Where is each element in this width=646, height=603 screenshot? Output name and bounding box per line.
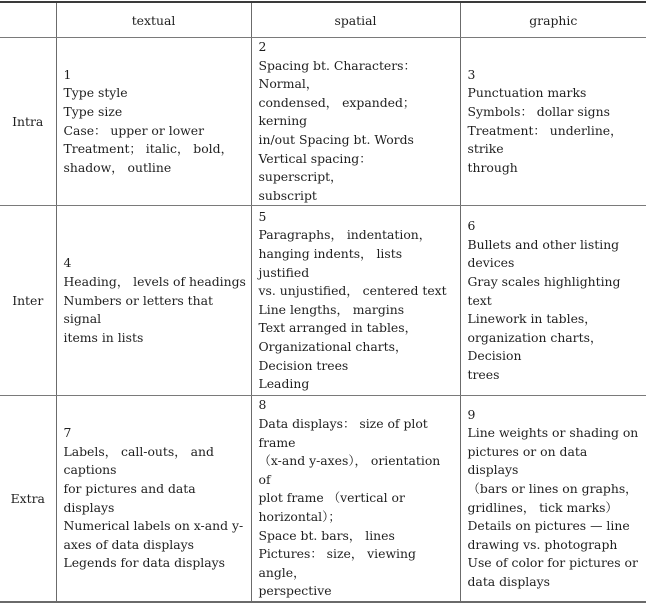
cell-line: Vertical spacing： superscript， <box>259 150 456 187</box>
header-spatial: spatial <box>251 2 460 38</box>
table-row-extra <box>0 396 646 602</box>
cell-content <box>252 208 460 394</box>
cell-content <box>461 406 646 592</box>
cell-number: 9 <box>468 406 643 425</box>
cell-line: Pictures： size， viewing angle， <box>259 545 456 582</box>
table-cell <box>251 38 460 206</box>
cell-line: Punctuation marks <box>468 84 643 103</box>
cell-line: perspective <box>259 582 456 601</box>
table-cell <box>56 396 251 602</box>
cell-line: Bullets and other listing <box>468 236 643 255</box>
cell-line: plot frame （vertical or <box>259 489 456 508</box>
table-cell <box>251 206 460 396</box>
cell-line: Numbers or letters that signal <box>64 292 247 329</box>
header-graphic: graphic <box>460 2 646 38</box>
cell-line: Organizational charts， <box>259 338 456 357</box>
cell-line: axes of data displays <box>64 536 247 555</box>
cell-number: 6 <box>468 217 643 236</box>
cell-line: for pictures and data displays <box>64 480 247 517</box>
cell-line: Decision trees <box>259 357 456 376</box>
cell-line: through <box>468 159 643 178</box>
cell-line: Text arranged in tables， <box>259 319 456 338</box>
cell-line: hanging indents， lists justified <box>259 245 456 282</box>
cell-line: Linework in tables， <box>468 310 643 329</box>
cell-line: trees <box>468 366 643 385</box>
cell-line: Data displays： size of plot frame <box>259 415 456 452</box>
cell-line: Heading， levels of headings <box>64 273 247 292</box>
cell-line: Use of color for pictures or <box>468 554 643 573</box>
cell-line: devices <box>468 254 643 273</box>
cell-content <box>57 424 251 573</box>
cell-line: Labels， call-outs， and captions <box>64 443 247 480</box>
cell-line: vs. unjustified， centered text <box>259 282 456 301</box>
cell-line: organization charts， Decision <box>468 329 643 366</box>
table-cell <box>460 206 646 396</box>
cell-number: 5 <box>259 208 456 227</box>
cell-content <box>252 38 460 205</box>
cell-line: （bars or lines on graphs， <box>468 480 643 499</box>
table-cell <box>460 396 646 602</box>
cell-line: Symbols： dollar signs <box>468 103 643 122</box>
row-label: Inter <box>0 206 56 396</box>
cell-line: gridlines， tick marks） <box>468 499 643 518</box>
cell-line: Leading <box>259 375 456 394</box>
table-row-inter <box>0 206 646 396</box>
cell-content <box>252 396 460 601</box>
cell-line: subscript <box>259 187 456 206</box>
cell-line: Treatment； italic， bold， <box>64 140 247 159</box>
cell-line: Case： upper or lower <box>64 122 247 141</box>
cell-content <box>461 66 646 178</box>
cell-content <box>57 254 251 347</box>
cell-number: 2 <box>259 38 456 57</box>
header-row <box>0 2 646 38</box>
cell-line: Space bt. bars， lines <box>259 527 456 546</box>
cell-line: Line lengths， margins <box>259 301 456 320</box>
cell-number: 8 <box>259 396 456 415</box>
table-cell <box>56 38 251 206</box>
cell-line: Legends for data displays <box>64 554 247 573</box>
cell-line: Spacing bt. Characters： Normal， <box>259 57 456 94</box>
cell-number: 3 <box>468 66 643 85</box>
cell-line: pictures or on data displays <box>468 443 643 480</box>
cell-line: Details on pictures — line <box>468 517 643 536</box>
cell-line: Line weights or shading on <box>468 424 643 443</box>
cell-line: Paragraphs， indentation， <box>259 226 456 245</box>
cell-content <box>57 66 251 178</box>
cell-line: drawing vs. photograph <box>468 536 643 555</box>
cell-number: 4 <box>64 254 247 273</box>
cell-line: （x-and y-axes）， orientation of <box>259 452 456 489</box>
row-label: Intra <box>0 38 56 206</box>
header-corner <box>0 2 56 38</box>
cell-line: Numerical labels on x-and y- <box>64 517 247 536</box>
cell-content <box>461 217 646 384</box>
table-cell <box>56 206 251 396</box>
cell-line: Type style <box>64 84 247 103</box>
cell-line: Type size <box>64 103 247 122</box>
cell-number: 1 <box>64 66 247 85</box>
cell-line: condensed， expanded； kerning <box>259 94 456 131</box>
cell-line: shadow， outline <box>64 159 247 178</box>
header-textual: textual <box>56 2 251 38</box>
row-label: Extra <box>0 396 56 602</box>
cell-line: data displays <box>468 573 643 592</box>
cell-line: in/out Spacing bt. Words <box>259 131 456 150</box>
cell-line: items in lists <box>64 329 247 348</box>
cell-line: horizontal）； <box>259 508 456 527</box>
table-row-intra <box>0 38 646 206</box>
table-cell <box>251 396 460 602</box>
table-cell <box>460 38 646 206</box>
cell-line: Gray scales highlighting text <box>468 273 643 310</box>
cell-number: 7 <box>64 424 247 443</box>
typography-classification-table <box>0 1 646 603</box>
cell-line: Treatment： underline， strike <box>468 122 643 159</box>
